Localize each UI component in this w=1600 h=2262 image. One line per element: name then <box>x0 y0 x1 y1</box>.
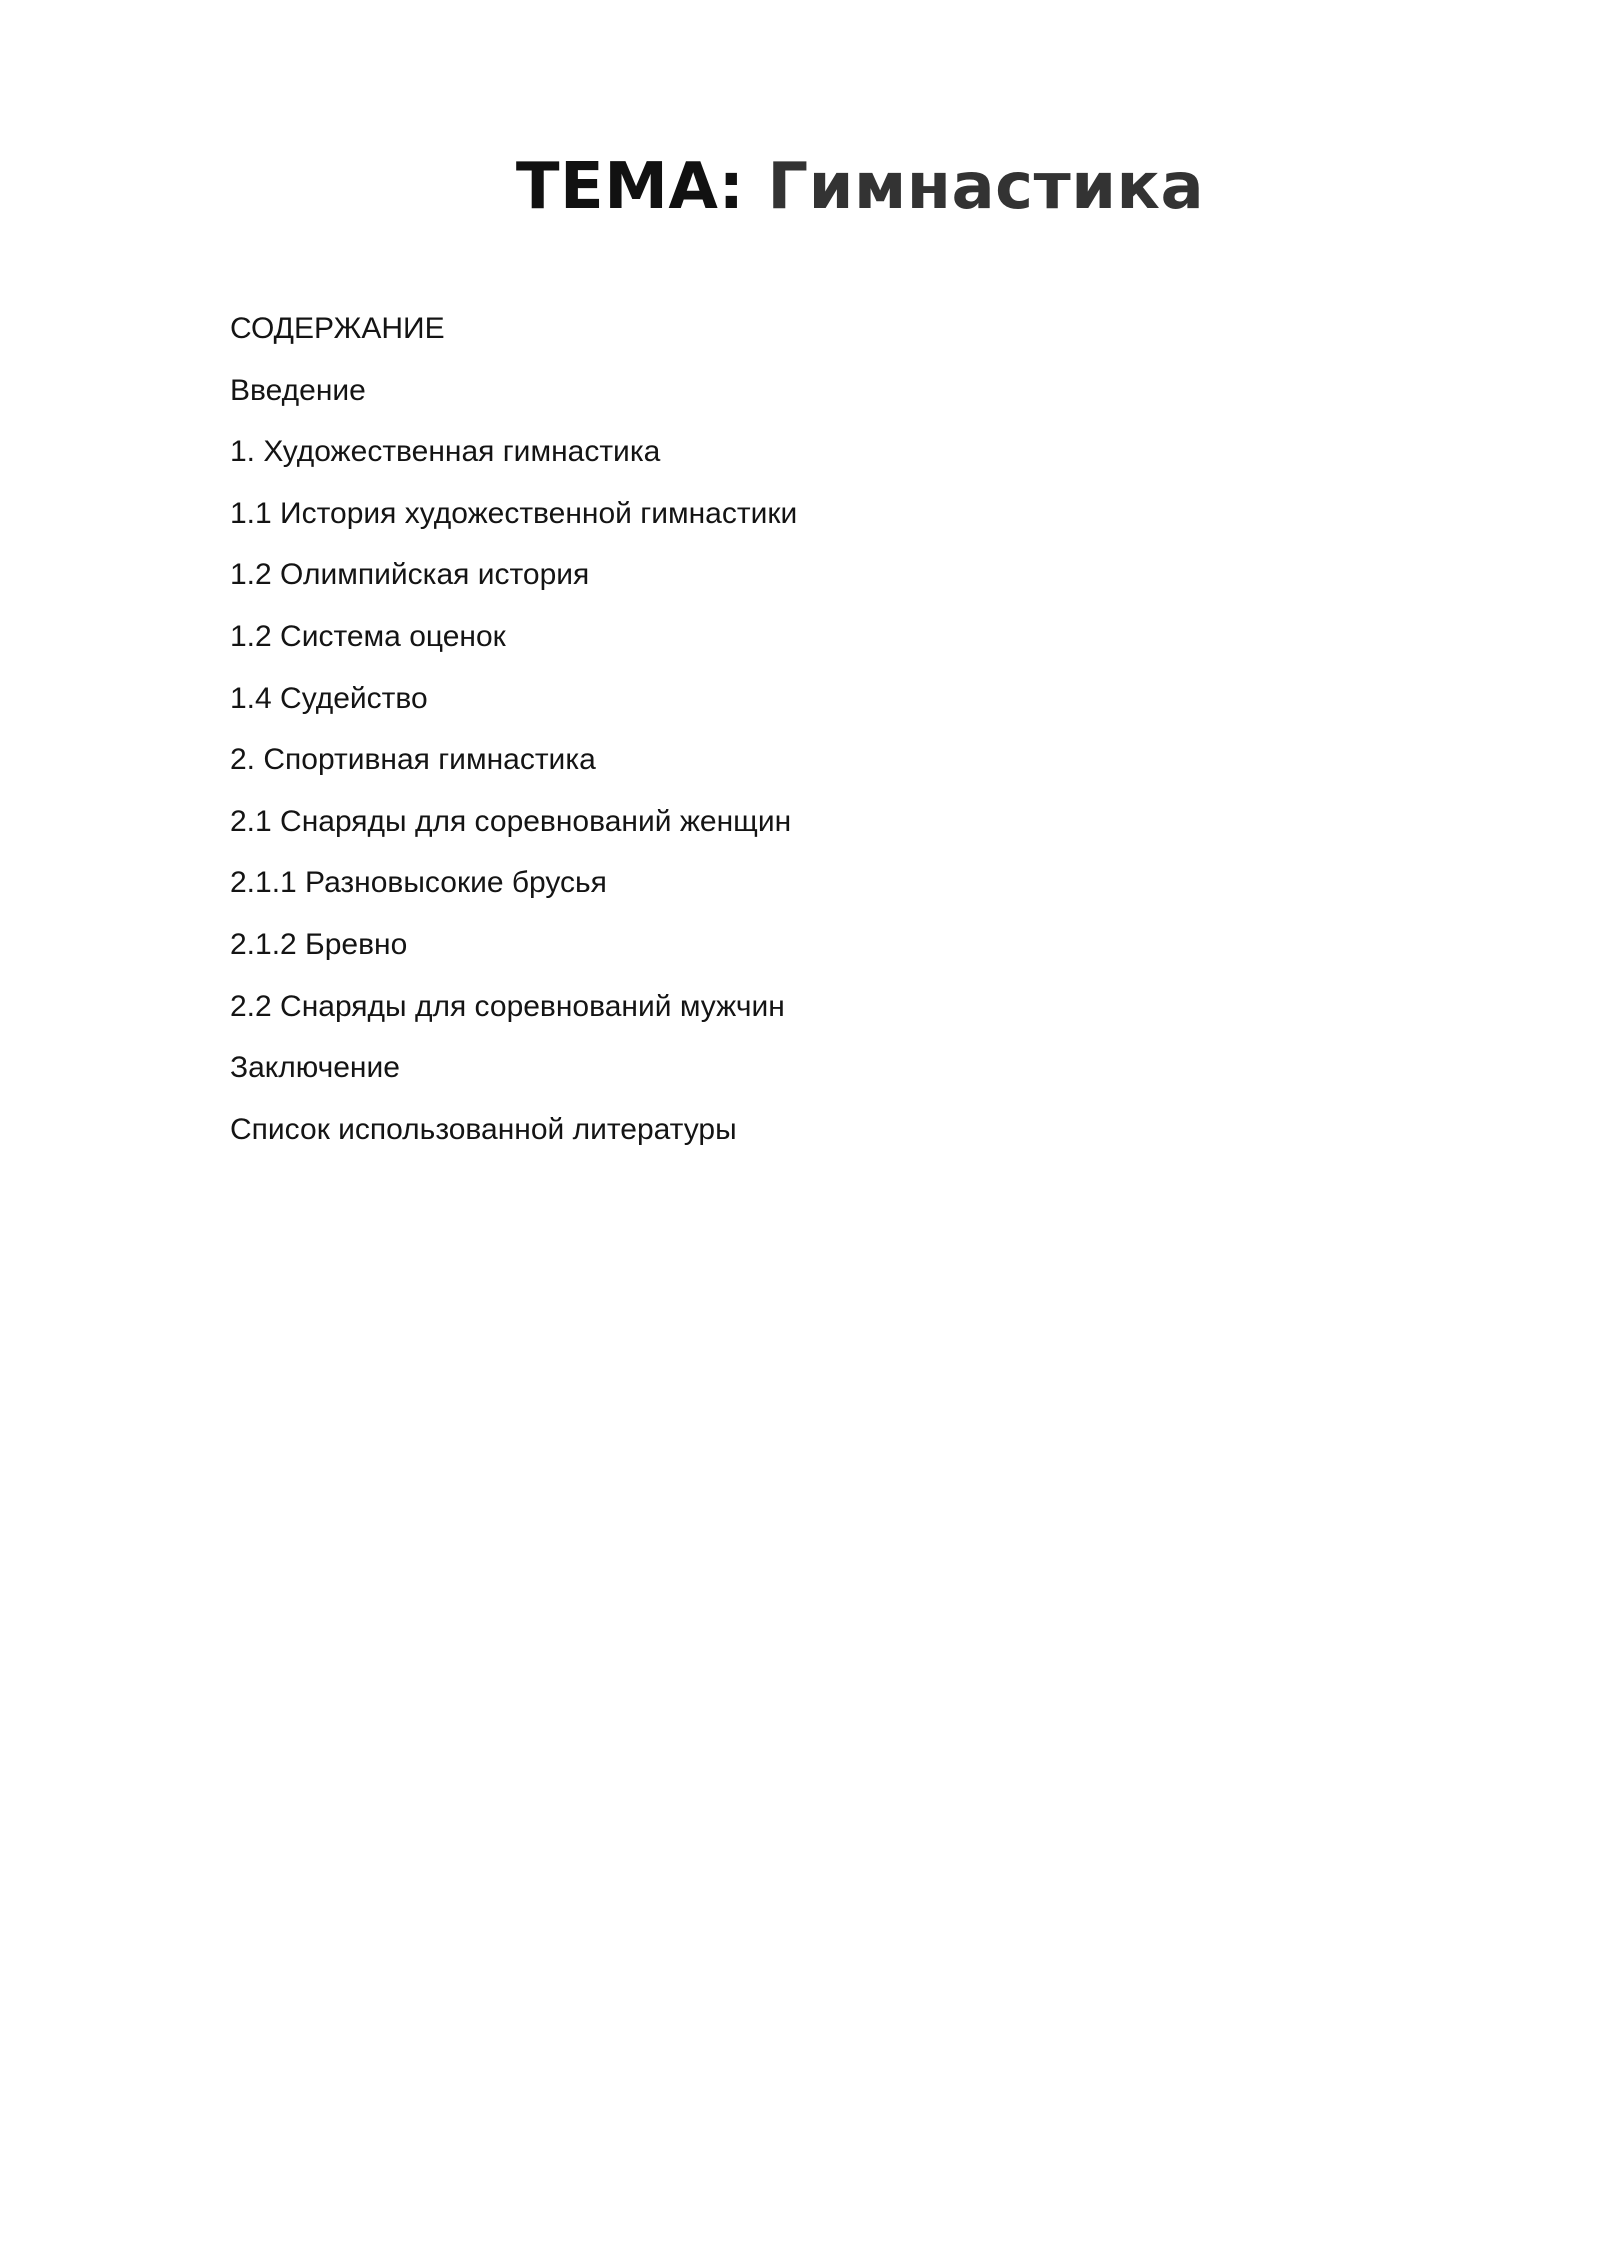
toc-item: 1.2 Система оценок <box>230 619 506 653</box>
toc-item: 1.1 История художественной гимнастики <box>230 496 798 530</box>
toc-item: 1.4 Судейство <box>230 681 428 715</box>
toc-item: 1. Художественная гимнастика <box>230 435 661 469</box>
toc-item: 1.2 Олимпийская история <box>230 558 590 592</box>
toc-heading: СОДЕРЖАНИЕ <box>230 312 445 345</box>
toc-item: 2. Спортивная гимнастика <box>230 743 596 777</box>
toc-item: 2.1.1 Разновысокие брусья <box>230 866 607 900</box>
toc-item: Заключение <box>230 1051 400 1085</box>
table-of-contents <box>230 305 797 1167</box>
toc-item: 2.2 Снаряды для соревнований мужчин <box>230 989 785 1023</box>
title-label: ТЕМА: <box>515 150 745 224</box>
toc-item: 2.1 Снаряды для соревнований женщин <box>230 804 792 838</box>
title-topic: Гимнастика <box>767 150 1205 224</box>
page-title <box>0 150 1600 224</box>
toc-item: Введение <box>230 373 366 407</box>
toc-item: 2.1.2 Бревно <box>230 927 408 961</box>
toc-item: Список использованной литературы <box>230 1112 737 1146</box>
